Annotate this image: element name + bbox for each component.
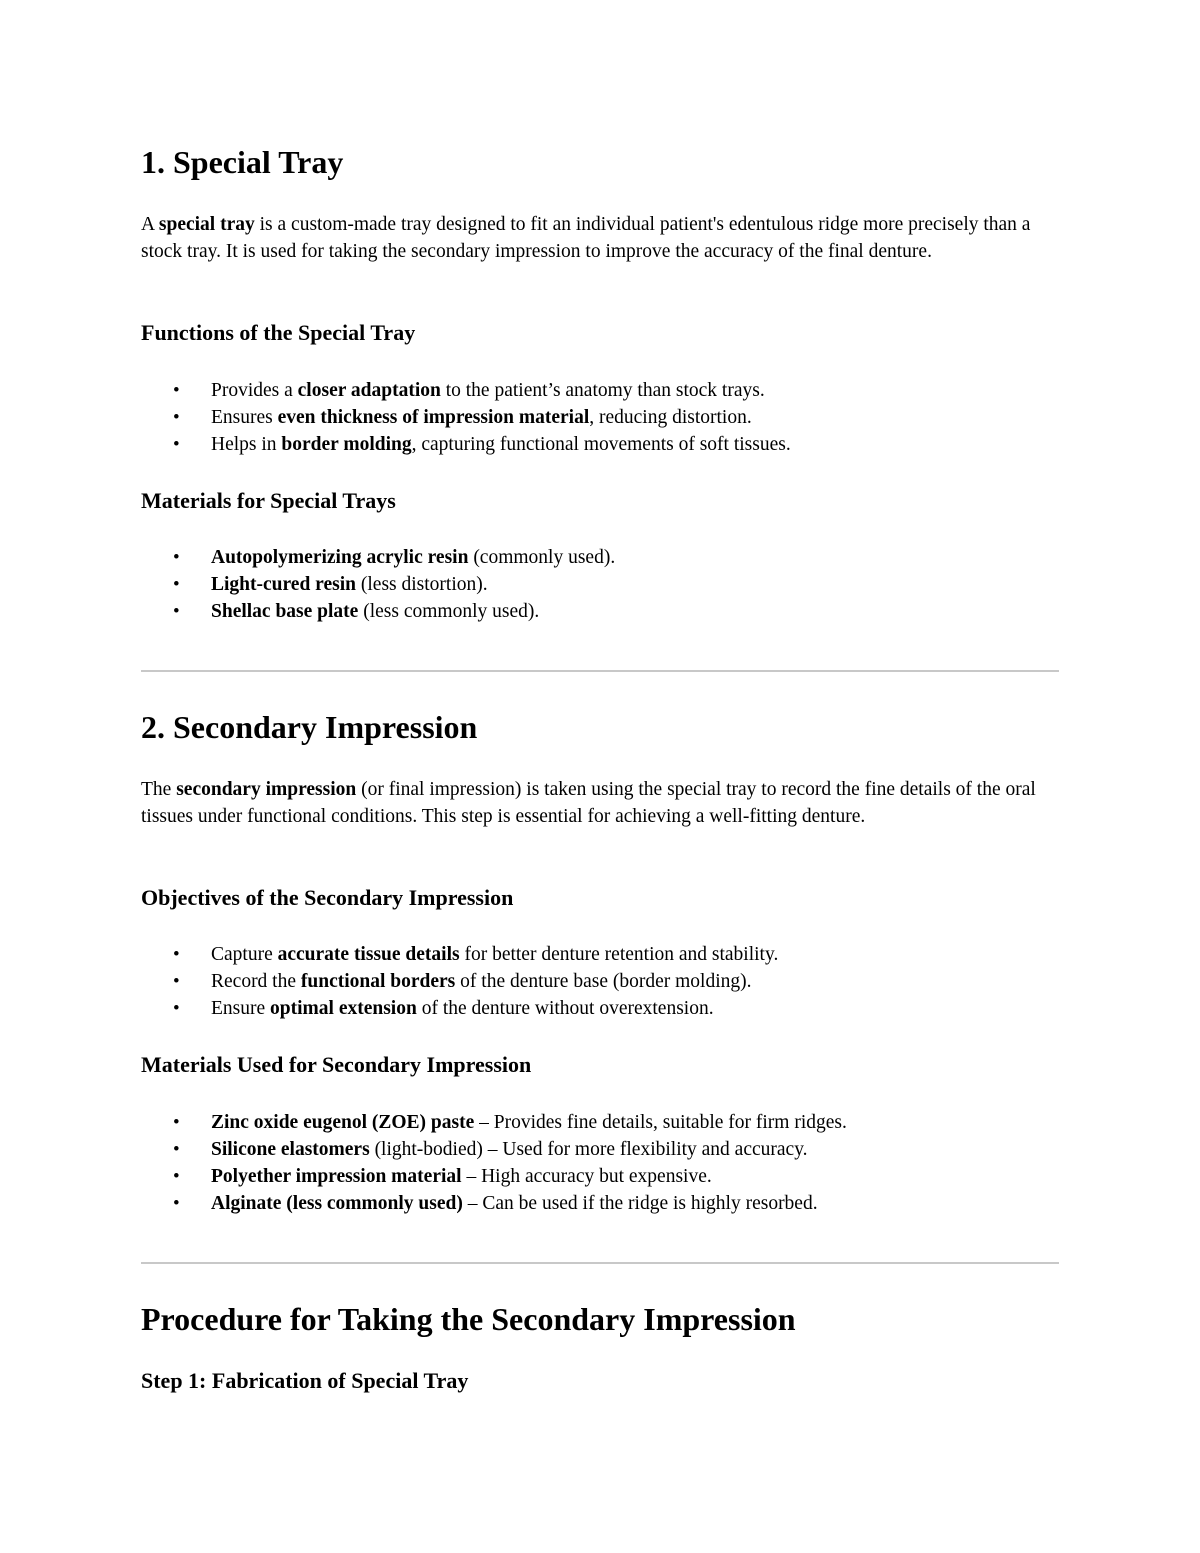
materials-list <box>141 544 1056 625</box>
list-item: • Record the functional borders of the denture base (border molding). <box>141 968 1056 995</box>
list-item: • Polyether impression material – High accuracy but expensive. <box>141 1163 1056 1190</box>
list-item: • Ensure optimal extension of the denture without overextension. <box>141 995 1056 1022</box>
bullet-icon: • <box>173 547 180 568</box>
secondary-materials-heading: Materials Used for Secondary Impression <box>141 1052 532 1077</box>
bullet-icon: • <box>173 944 180 965</box>
list-item: • Helps in border molding, capturing functional movements of soft tissues. <box>141 431 1056 458</box>
section-divider <box>141 1262 1059 1264</box>
bullet-icon: • <box>173 1112 180 1133</box>
list-item: • Provides a closer adaptation to the patient’s anatomy than stock trays. <box>141 377 1056 404</box>
objectives-list <box>141 941 1056 1022</box>
materials-heading: Materials for Special Trays <box>141 488 396 513</box>
list-item: • Alginate (less commonly used) – Can be used if the ridge is highly resorbed. <box>141 1190 1056 1217</box>
bullet-icon: • <box>173 971 180 992</box>
section-1-title: 1. Special Tray <box>141 144 344 180</box>
functions-heading: Functions of the Special Tray <box>141 320 416 345</box>
section-divider <box>141 670 1059 672</box>
list-item: • Capture accurate tissue details for better denture retention and stability. <box>141 941 1056 968</box>
bullet-icon: • <box>173 601 180 622</box>
section-2-title: 2. Secondary Impression <box>141 709 478 745</box>
bullet-icon: • <box>173 1166 180 1187</box>
list-item: • Shellac base plate (less commonly used). <box>141 598 1056 625</box>
list-item: • Light-cured resin (less distortion). <box>141 571 1056 598</box>
step-1-heading: Step 1: Fabrication of Special Tray <box>141 1368 469 1393</box>
bullet-icon: • <box>173 380 180 401</box>
secondary-materials-list <box>141 1109 1056 1217</box>
functions-list <box>141 377 1056 458</box>
bullet-icon: • <box>173 1139 180 1160</box>
list-item: • Silicone elastomers (light-bodied) – Used for more flexibility and accuracy. <box>141 1136 1056 1163</box>
section-1-intro: A special tray is a custom-made tray designed to fit an individual patient's edentulous ridge more precisely than a stock tray. It is used for taking the secondary impression to improve the accuracy of the final denture. <box>141 214 1031 262</box>
bullet-icon: • <box>173 574 180 595</box>
list-item: • Zinc oxide eugenol (ZOE) paste – Provides fine details, suitable for firm ridges. <box>141 1109 1056 1136</box>
procedure-title: Procedure for Taking the Secondary Impression <box>141 1301 796 1337</box>
section-2-intro: The secondary impression (or final impression) is taken using the special tray to record the fine details of the oral tissues under functional conditions. This step is essential for achieving a well-fitting denture. <box>141 779 1036 827</box>
list-item: • Ensures even thickness of impression material, reducing distortion. <box>141 404 1056 431</box>
bullet-icon: • <box>173 407 180 428</box>
objectives-heading: Objectives of the Secondary Impression <box>141 885 514 910</box>
list-item: • Autopolymerizing acrylic resin (commonly used). <box>141 544 1056 571</box>
bullet-icon: • <box>173 1193 180 1214</box>
bullet-icon: • <box>173 434 180 455</box>
bullet-icon: • <box>173 998 180 1019</box>
